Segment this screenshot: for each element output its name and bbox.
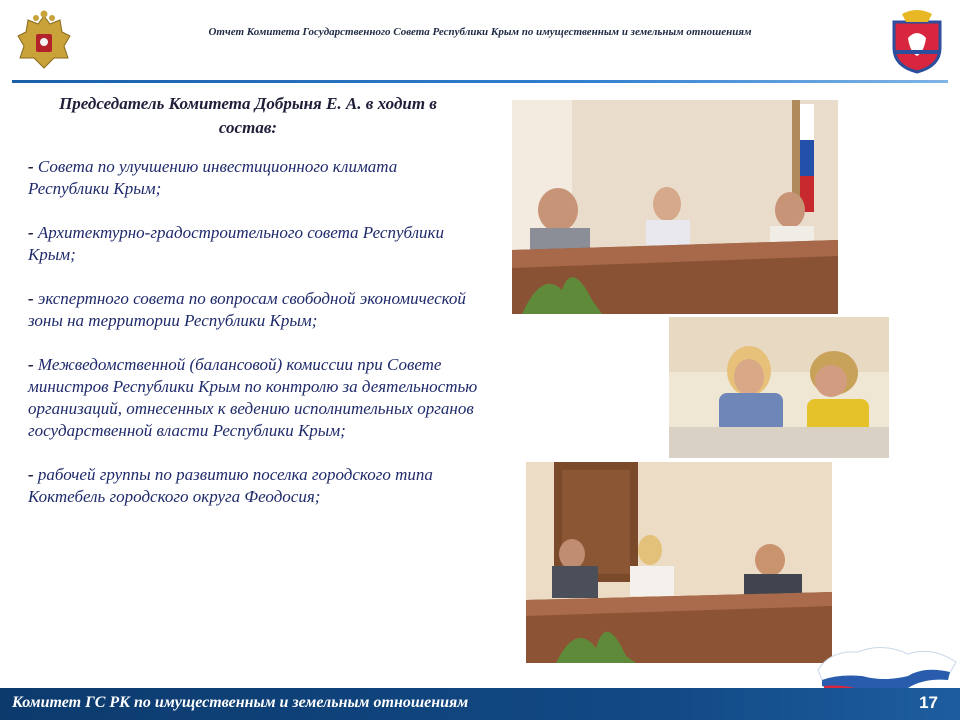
list-item-text: Совета по улучшению инвестиционного климата Республики Крым; [28,157,398,198]
russia-coat-of-arms-icon [14,10,74,74]
list-item [28,354,478,442]
list-dash: - [28,289,34,308]
list-item [28,288,478,332]
crimea-coat-of-arms-icon [888,8,946,74]
meeting-photo-3 [526,462,832,663]
list-item-text: экспертного совета по вопросам свободной экономической зоны на территории Республики Крым; [28,289,466,330]
chairman-heading: Председатель Комитета Добрыня Е. А. в ходит в состав: [59,94,437,137]
list-item-text: Архитектурно-градостроительного совета Республики Крым; [28,223,444,264]
list-dash: - [28,355,34,374]
footer-bar [0,688,960,720]
list-dash: - [28,465,34,484]
list-item [28,222,478,266]
council-list [28,156,478,530]
list-dash: - [28,157,34,176]
page-header-title: Отчет Комитета Государственного Совета Республики Крым по имущественным и земельным отношениям [208,26,752,38]
header-divider [12,80,948,83]
crimea-map-icon [812,636,960,696]
footer-committee-name: Комитет ГС РК по имущественным и земельным отношениям [12,694,469,711]
page-number: 17 [919,693,938,712]
meeting-photo-1 [512,100,838,314]
list-item [28,156,478,200]
list-item-text: Межведомственной (балансовой) комиссии при Совете министров Республики Крым по контролю за деятельностью организаций, отнесенных к ведению исполнительных органов государственной власти Республики Крым; [28,355,478,440]
list-item-text: рабочей группы по развитию поселка городского типа Коктебель городского округа Феодосия; [28,465,433,506]
list-item [28,464,478,508]
list-dash: - [28,223,34,242]
meeting-photo-2 [669,317,889,458]
